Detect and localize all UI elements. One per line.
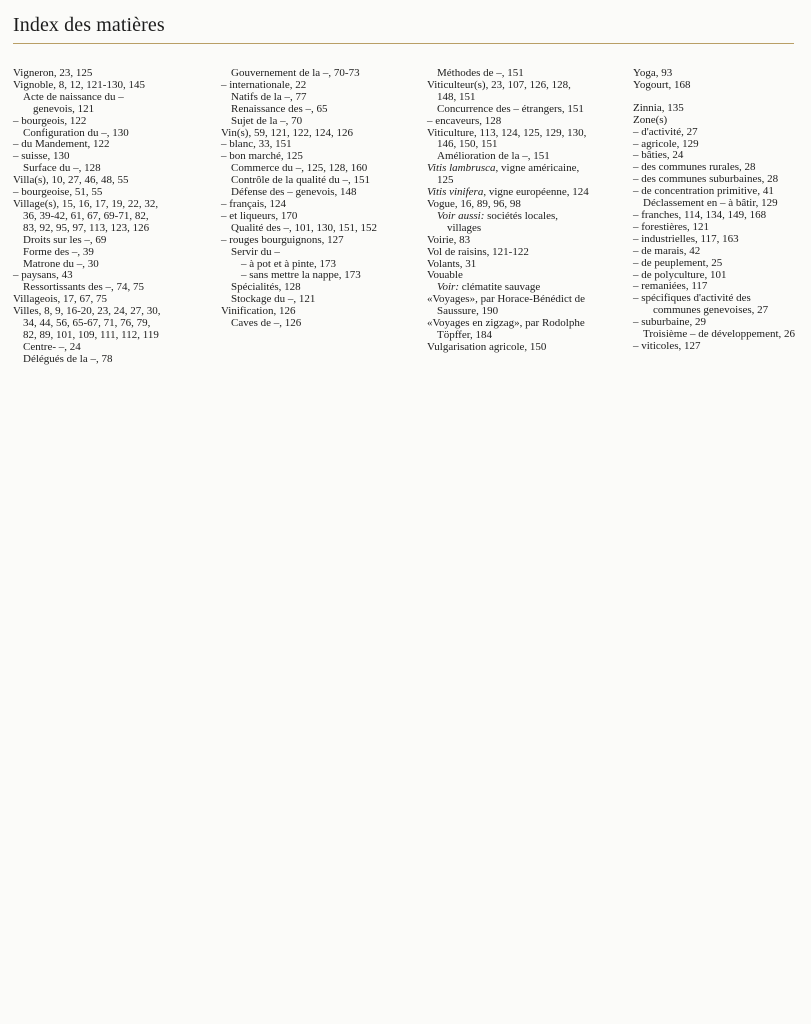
index-entry: Sujet de la –, 70 xyxy=(231,114,303,127)
index-entry: Commerce du –, 125, 128, 160 xyxy=(231,162,368,175)
index-entry: – encaveurs, 128 xyxy=(427,114,502,127)
index-entry: – suisse, 130 xyxy=(13,150,70,163)
index-entry: – de concentration primitive, 41 xyxy=(633,185,774,198)
index-entry: Vin(s), 59, 121, 122, 124, 126 xyxy=(221,126,353,139)
title-rule xyxy=(13,43,794,44)
index-entry: Vol de raisins, 121-122 xyxy=(427,245,529,258)
index-entry xyxy=(427,163,592,187)
index-entry: Matrone du –, 30 xyxy=(23,257,99,270)
index-entry: Villageois, 17, 67, 75 xyxy=(13,293,108,306)
index-entry-italic: Voir: xyxy=(437,281,459,294)
index-entry: Surface du –, 128 xyxy=(23,162,101,175)
index-entry: Concurrence des – étrangers, 151 xyxy=(437,102,584,115)
index-entry: Troisième – de développement, 26 xyxy=(643,328,796,341)
index-entry: Villa(s), 10, 27, 46, 48, 55 xyxy=(13,174,129,187)
index-entry: Acte de naissance du – genevois, 121 xyxy=(23,90,124,115)
index-entry: – paysans, 43 xyxy=(13,269,73,282)
index-entry: Centre- –, 24 xyxy=(23,340,81,353)
index-entry: – bon marché, 125 xyxy=(221,150,303,163)
index-entry: Voirie, 83 xyxy=(427,233,471,246)
index-entry-rest: clématite sauvage xyxy=(459,281,541,294)
index-entry: – spécifiques d'activité des communes genevoises, 27 xyxy=(633,292,769,317)
index-entry: Droits sur les –, 69 xyxy=(23,233,107,246)
index-entry: Vigneron, 23, 125 xyxy=(13,67,93,79)
index-entry: Servir du – xyxy=(231,245,280,258)
index-entry: Ressortissants des –, 74, 75 xyxy=(23,281,144,294)
index-entry: Volants, 31 xyxy=(427,257,477,270)
index-entry: Zone(s) xyxy=(633,113,668,126)
index-entry: – des communes rurales, 28 xyxy=(633,161,756,174)
index-entry-rest: , vigne américaine, 125 xyxy=(437,162,580,187)
index-entry: – suburbaine, 29 xyxy=(633,316,707,329)
index-entry: Village(s), 15, 16, 17, 19, 22, 32, 36, 39-42, 61, 67, 69-71, 82, 83, 92, 95, 97, 113, 123, 126 xyxy=(13,197,159,234)
index-entry: Caves de –, 126 xyxy=(231,317,302,330)
index-entry: «Voyages», par Horace-Bénédict de Saussure, 190 xyxy=(427,293,586,318)
index-entry: – agricole, 129 xyxy=(633,137,699,150)
index-entry: Renaissance des –, 65 xyxy=(231,102,328,115)
index-entry xyxy=(427,211,592,235)
page-title: Index des matières xyxy=(13,14,165,36)
index-entry: – bourgeois, 122 xyxy=(13,114,87,127)
index-entry: – rouges bourguignons, 127 xyxy=(221,233,344,246)
index-entry: Contrôle de la qualité du –, 151 xyxy=(231,174,370,187)
index-entry: Vignoble, 8, 12, 121-130, 145 xyxy=(13,78,145,91)
index-entry: – du Mandement, 122 xyxy=(13,138,110,151)
index-entry: – bâties, 24 xyxy=(633,149,684,162)
index-entry: – de polyculture, 101 xyxy=(633,268,727,281)
index-entry: Spécialités, 128 xyxy=(231,281,301,294)
index-entry: Vulgarisation agricole, 150 xyxy=(427,340,547,353)
index-entry: Amélioration de la –, 151 xyxy=(437,150,550,163)
index-entry: – internationale, 22 xyxy=(221,78,307,91)
index-entry: Qualité des –, 101, 130, 151, 152 xyxy=(231,221,378,234)
index-entry: Déclassement en – à bâtir, 129 xyxy=(643,197,778,210)
index-entry: Forme des –, 39 xyxy=(23,245,94,258)
index-entry: Configuration du –, 130 xyxy=(23,126,129,139)
index-entry: – franches, 114, 134, 149, 168 xyxy=(633,208,767,221)
index-entry-rest: , vigne européenne, 124 xyxy=(483,186,589,199)
index-entry: Vinification, 126 xyxy=(221,305,296,318)
index-entry: – français, 124 xyxy=(221,197,287,210)
index-entry: Viticulteur(s), 23, 107, 126, 128, 148, 151 xyxy=(427,78,571,103)
index-entry: Vogue, 16, 89, 96, 98 xyxy=(427,197,521,210)
index-column-3 xyxy=(427,68,592,354)
index-entry: «Voyages en zigzag», par Rodolphe Töpffer, 184 xyxy=(427,317,585,341)
index-entry: – à pot et à pinte, 173 xyxy=(241,257,337,270)
index-entry: Méthodes de –, 151 xyxy=(437,67,524,79)
index-entry: – d'activité, 27 xyxy=(633,125,698,138)
index-entry: Yogourt, 168 xyxy=(633,78,691,91)
index-entry: – des communes suburbaines, 28 xyxy=(633,173,779,186)
index-entry: Vouable xyxy=(427,269,463,282)
index-entry: – sans mettre la nappe, 173 xyxy=(241,269,361,282)
index-entry-italic: Vitis vinifera xyxy=(427,186,484,199)
index-column-1 xyxy=(13,68,163,366)
index-column-2 xyxy=(221,68,386,330)
index-entry: – de peuplement, 25 xyxy=(633,256,723,269)
index-entry: – et liqueurs, 170 xyxy=(221,209,298,222)
index-entry: Délégués de la –, 78 xyxy=(23,352,113,365)
index-entry: Viticulture, 113, 124, 125, 129, 130, 146, 150, 151 xyxy=(427,126,587,151)
index-entry: Stockage du –, 121 xyxy=(231,293,316,306)
index-entry: – remaniées, 117 xyxy=(633,280,708,293)
index-entry: – industrielles, 117, 163 xyxy=(633,232,739,245)
index-entry: Défense des – genevois, 148 xyxy=(231,186,357,199)
index-entry: Gouvernement de la –, 70-73 xyxy=(231,67,360,79)
index-entry: – de marais, 42 xyxy=(633,244,701,257)
index-entry: – viticoles, 127 xyxy=(633,339,701,352)
index-entry-rest: sociétés locales, villages xyxy=(447,209,558,234)
index-entry-italic: Vitis lambrusca xyxy=(427,162,496,175)
index-entry: Yoga, 93 xyxy=(633,67,673,79)
index-entry: – blanc, 33, 151 xyxy=(221,138,292,151)
index-entry: – bourgeoise, 51, 55 xyxy=(13,186,103,199)
index-entry: – forestières, 121 xyxy=(633,220,710,233)
index-column-4 xyxy=(633,68,796,353)
index-entry: Zinnia, 135 xyxy=(633,101,684,114)
index-entry-italic: Voir aussi: xyxy=(437,209,485,222)
index-entry: Villes, 8, 9, 16-20, 23, 24, 27, 30, 34, 44, 56, 65-67, 71, 76, 79, 82, 89, 101, 109, 111, 112, 119 xyxy=(13,305,161,341)
index-entry: Natifs de la –, 77 xyxy=(231,90,307,103)
